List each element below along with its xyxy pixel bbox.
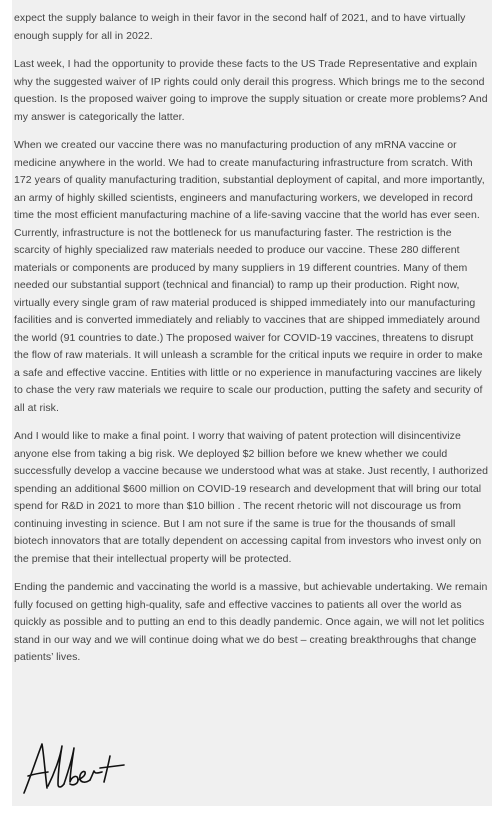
handwritten-signature <box>20 738 140 796</box>
letter-paragraph-2: Last week, I had the opportunity to provide these facts to the US Trade Representative and explain why the suggested waiver of IP rights could only derail this progress. Which brings me to the second question. Is the proposed waiver going to improve the supply situation or create more problems? And my answer is categorically the latter. <box>14 58 488 123</box>
letter-paragraph-1: expect the supply balance to weigh in their favor in the second half of 2021, and to have virtually enough supply for all in 2022. <box>14 12 466 42</box>
letter-paragraph-5: Ending the pandemic and vaccinating the world is a massive, but achievable undertaking. We remain fully focused on getting high-quality, safe and effective vaccines to patients all over the world as quickly as possible and to putting an end to this deadly pandemic. Once again, we will not let politics stand in our way and we will continue doing what we do best – creating breakthroughs that change patients’ lives. <box>14 581 488 663</box>
letter-body <box>12 0 492 806</box>
letter-paragraph-3: When we created our vaccine there was no manufacturing production of any mRNA vaccine or medicine anywhere in the world. We had to create manufacturing infrastructure from scratch. With 172 years of quality manufacturing tradition, substantial deployment of capital, and more importantly, an army of highly skilled scientists, engineers and manufacturing workers, we developed in record time the most efficient manufacturing machine of a life-saving vaccine that the world has ever seen. Currently, infrastructure is not the bottleneck for us manufacturing faster. The restriction is the scarcity of highly specialized raw materials needed to produce our vaccine. These 280 different materials or components are produced by many suppliers in 19 different countries. Many of them needed our substantial support (technical and financial) to ramp up their production. Right now, virtually every single gram of raw material produced is shipped immediately into our manufacturing facilities and is converted immediately and reliably to vaccines that are shipped immediately around the world (91 countries to date.) The proposed waiver for COVID-19 vaccines, threatens to disrupt the flow of raw materials. It will unleash a scramble for the critical inputs we require in order to make a safe and effective vaccine. Entities with little or no experience in manufacturing vaccines are likely to chase the very raw materials we require to scale our production, putting the safety and security of all at risk. <box>14 139 485 414</box>
letter-paragraph-4: And I would like to make a final point. I worry that waiving of patent protection will disincentivize anyone else from taking a big risk. We deployed $2 billion before we knew whether we could successfully develop a vaccine because we understood what was at stake. Just recently, I authorized spending an additional $600 million on COVID-19 research and development that will bring our total spend for R&D in 2021 to more than $10 billion . The recent rhetoric will not discourage us from continuing investing in science. But I am not sure if the same is true for the thousands of small biotech innovators that are totally dependent on accessing capital from investors who invest only on the premise that their intellectual property will be protected. <box>14 430 489 565</box>
